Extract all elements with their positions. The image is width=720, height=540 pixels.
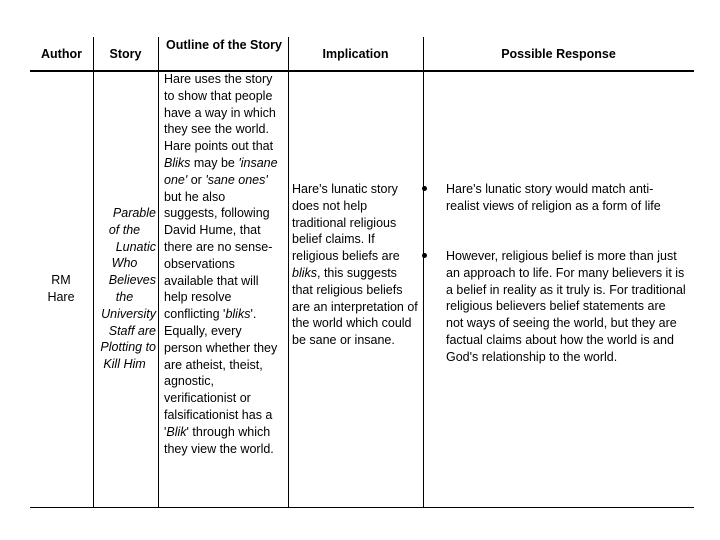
bullet-icon: [422, 253, 427, 258]
outline-text: or: [187, 172, 206, 187]
story-line: University: [101, 306, 156, 321]
story-cell: [93, 205, 156, 373]
column-divider-3: [288, 37, 289, 507]
header-possible-response: Possible Response: [501, 47, 616, 61]
response-item: However, religious belief is more than just an approach to life. For many believers it is a belief in reality as it truly is. For traditional religious believers belief statements are not ways of seeing the world, but they are factual claims about how the world is and God's relationship to the world.: [446, 249, 686, 364]
story-line: of the: [108, 222, 141, 237]
header-implication: Implication: [322, 47, 389, 61]
story-line: Kill Him: [103, 357, 146, 372]
column-divider-2: [158, 37, 159, 507]
implication-bliks: bliks: [292, 265, 318, 280]
story-line: the: [115, 289, 134, 304]
header-story: Story: [109, 47, 142, 61]
implication-cell: [292, 181, 418, 349]
header-outline: Outline of the Story: [166, 38, 282, 52]
outline-bliks: Bliks: [164, 155, 191, 170]
outline-bliks-2: bliks: [225, 307, 251, 322]
header-bottom-border: [30, 70, 694, 72]
outline-text: Hare uses the story to show that people have a way in which they see the world. Hare points out that: [164, 72, 276, 154]
story-line: Plotting to: [100, 340, 156, 355]
outline-sane: 'sane ones': [205, 172, 268, 187]
table-bottom-border: [30, 507, 694, 508]
story-line: Believes: [108, 273, 156, 288]
story-line: Staff are: [108, 323, 156, 338]
column-divider-4: [423, 37, 424, 507]
outline-blik-3: Blik: [166, 424, 187, 439]
story-line: Parable: [112, 206, 156, 220]
author-cell: RM Hare: [47, 273, 75, 304]
outline-text: but he also suggests, following David Hume, that there are no sense-observations available that will help resolve conflicting ': [164, 189, 273, 322]
implication-text: , this suggests that religious beliefs are an interpretation of the world which could be sane or insane.: [292, 265, 418, 348]
outline-cell: [164, 71, 282, 457]
story-line: Who: [111, 256, 138, 271]
outline-text: may be: [190, 155, 239, 170]
outline-text: '. Equally, every person whether they are atheist, theist, agnostic, verificationist or falsificationist has a ': [164, 307, 278, 439]
outline-text: ' through which they view the world.: [164, 424, 274, 456]
story-line: Lunatic: [115, 239, 156, 254]
implication-text: Hare's lunatic story does not help traditional religious belief claims. If religious beliefs are: [292, 182, 400, 264]
bullet-icon: [422, 186, 427, 191]
outline-insane: 'insane one': [164, 155, 278, 187]
response-item: Hare's lunatic story would match anti-realist views of religion as a form of life: [446, 182, 661, 213]
header-author: Author: [41, 47, 82, 61]
